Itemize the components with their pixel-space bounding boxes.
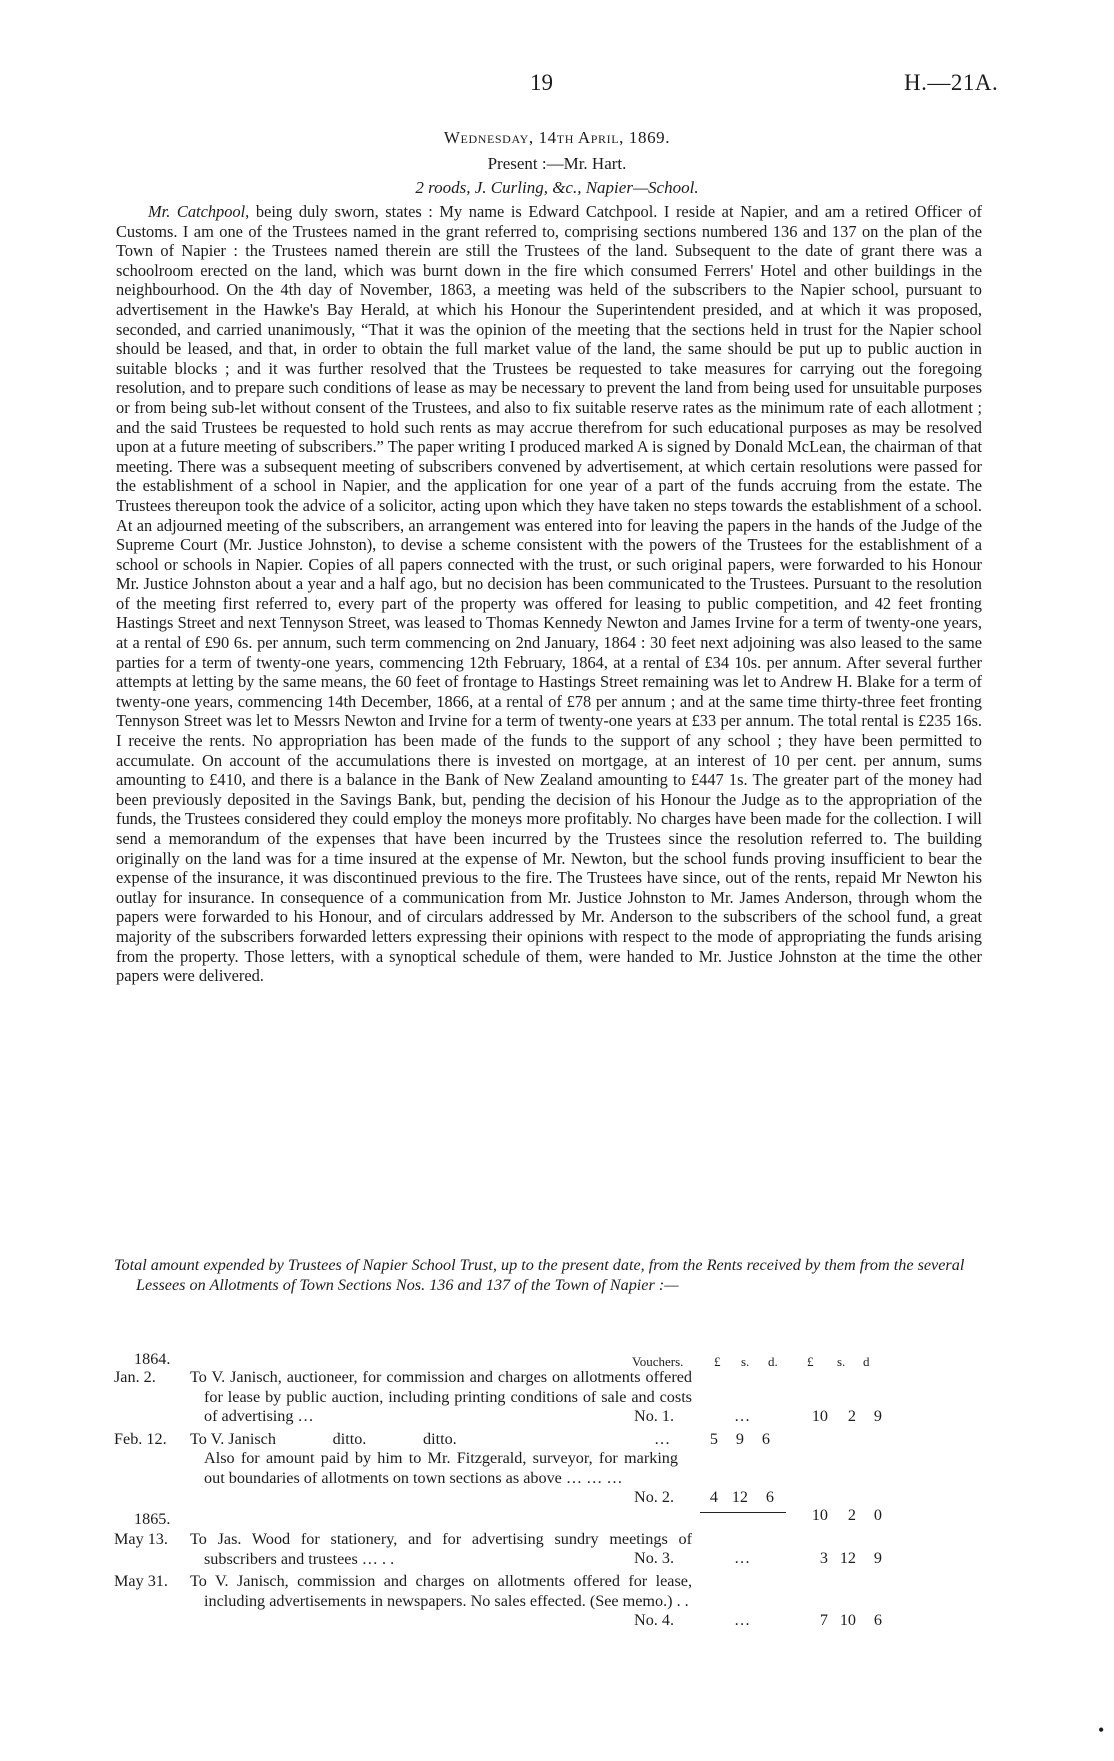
entry-date: May 13. bbox=[114, 1530, 168, 1548]
hearing-date: Wednesday, 14th April, 1869. bbox=[443, 128, 671, 147]
pounds-heading-2: £ bbox=[807, 1354, 814, 1369]
present-line: Present :—Mr. Hart. bbox=[487, 154, 627, 173]
pounds-heading-1: £ bbox=[714, 1354, 721, 1369]
sub-shillings: 9 bbox=[735, 1430, 744, 1448]
sub-pence: 6 bbox=[761, 1430, 770, 1448]
entry-date: Feb. 12. bbox=[114, 1430, 167, 1448]
total-pounds: 10 bbox=[811, 1506, 828, 1524]
year-1864: 1864. bbox=[134, 1350, 171, 1368]
case-title: 2 roods, J. Curling, &c., Napier—School. bbox=[415, 178, 699, 197]
witness-name: Mr. Catchpool, bbox=[148, 202, 250, 221]
ledger-entry bbox=[114, 1572, 984, 1632]
evidence-paragraph bbox=[116, 202, 982, 986]
total-pence: 0 bbox=[873, 1506, 882, 1524]
sub-pounds: 5 bbox=[709, 1430, 718, 1448]
total-shillings: 2 bbox=[847, 1506, 856, 1524]
total-pence: 6 bbox=[873, 1611, 882, 1629]
vouchers-heading: Vouchers. bbox=[632, 1354, 684, 1369]
voucher-number: No. 1. bbox=[634, 1407, 675, 1425]
ellipsis-mark: … bbox=[734, 1549, 751, 1567]
ledger-column-headings bbox=[114, 1350, 984, 1370]
entry-description: To V. Janisch, commission and charges on allotments offered for lease, including advertisements in newspapers. No sales effected. (See memo.) . . bbox=[190, 1572, 692, 1610]
entry-description-part1: To V. Janisch ditto. ditto. bbox=[190, 1430, 457, 1448]
document-reference: H.—21A. bbox=[904, 70, 999, 95]
sub-pence: 6 bbox=[765, 1488, 774, 1506]
pence-heading-2: d bbox=[863, 1354, 870, 1369]
ellipsis-mark: … bbox=[734, 1407, 751, 1425]
total-pence: 9 bbox=[873, 1407, 882, 1425]
shillings-heading-2: s. bbox=[837, 1354, 846, 1369]
total-pounds: 10 bbox=[811, 1407, 828, 1425]
margin-dot-mark: • bbox=[1098, 1720, 1105, 1740]
entry-date: Jan. 2. bbox=[114, 1368, 156, 1386]
evidence-text: being duly sworn, states : My name is Edward Catchpool. I reside at Napier, and am a retired Officer of Customs. I am one of the Trustees named in the grant referred to, comprising sections numbered 136 and 137 on the plan of the Town of Napier : the Trustees named therein are still the Trustees of the land. Subsequent to the date of grant there was a schoolroom erected on the land, which was burnt down in the fire which consumed Ferrers' Hotel and other buildings in the neighbourhood. On the 4th day of November, 1863, a meeting was held of the subscribers to the Napier school, pursuant to advertisement in the Hawke's Bay Herald, at which his Honour the Superintendent presided, and at which it was proposed, seconded, and carried unanimously, “That it was the opinion of the meeting that the sections held in trust for the Napier school should be leased, and that, in order to obtain the full market value of the land, the same should be put up to public auction in suitable blocks ; and it was further resolved that the Trustees be requested to take measures for carrying out the foregoing resolution, and to prepare such conditions of lease as may be necessary to prevent the land from being used for unsuitable purposes or from being sub-let without consent of the Trustees, and also to fix suitable reserve rates as the minimum rate of each allotment ; and the said Trustees be requested to hold such rents as may accrue therefrom for such educational purposes as may be resolved upon at a future meeting of subscribers.” The paper writing I produced marked A is signed by Donald McLean, the chairman of that meeting. There was a subsequent meeting of subscribers convened by advertisement, at which certain resolutions were passed for the establishment of a school in Napier, and the application for one year of a part of the funds accruing from the estate. The Trustees thereupon took the advice of a solicitor, acting upon which they have taken no steps towards the establishment of a school. At an adjourned meeting of the subscribers, an arrangement was entered into for leaving the papers in the hands of the Judge of the Supreme Court (Mr. Justice Johnston), to devise a scheme consistent with the powers of the Trustees for the establishment of a school or schools in Napier. Copies of all papers connected with the trust, or such original papers, were forwarded to his Honour Mr. Justice Johnston about a year and a half ago, but no decision has been communicated to the Trustees. Pursuant to the resolution of the meeting first referred to, every part of the property was offered for leasing to public competition, and 42 feet fronting Hastings Street and next Tennyson Street, was leased to Thomas Kennedy Newton and James Irvine for a term of twenty-one years, at a rental of £90 6s. per annum, such term commencing on 2nd January, 1864 : 30 feet next adjoining was also leased to the same parties for a term of twenty-one years, commencing 12th February, 1864, at a rental of £34 10s. per annum. After several further attempts at letting by the same means, the 60 feet of frontage to Hastings Street remaining was let to Andrew H. Blake for a term of twenty-one years, commencing 14th December, 1866, at a rental of £78 per annum ; and at the same time thirty-three feet fronting Tennyson Street was let to Messrs Newton and Irvine for a term of twenty-one years at £33 per annum. The total rental is £235 16s. I receive the rents. No appropriation has been made of the funds to the support of any school ; they have been permitted to accumulate. On account of the accumulations there is invested on mortgage, at an interest of 10 per cent. per annum, sums amounting to £410, and there is a balance in the Bank of New Zealand amounting to £447 1s. The greater part of the money had been previously deposited in the Savings Bank, but, pending the decision of his Honour the Judge as to the appropriation of the funds, the Trustees considered they could employ the moneys more profitably. No charges have been made for the collection. I will send a memorandum of the expenses that have been incurred by the Trustees since the resolution referred to. The building originally on the land was for a time insured at the expense of Mr. Newton, but the school funds proving insufficient to bear the expense of the insurance, it was discontinued previous to the fire. The Trustees have since, out of the rents, repaid Mr Newton his outlay for insurance. In consequence of a communication from Mr. Justice Johnston to Mr. James Anderson, through whom the papers were forwarded to his Honour, and of circulars addressed by Mr. Anderson to the subscribers of the school fund, a great majority of the subscribers forwarded letters expressing their opinions with respect to the mode of appropriating the funds arising from the property. Those letters, with a synoptical schedule of them, were handed to Mr. Justice Johnston at the time the other papers were delivered. bbox=[116, 202, 982, 986]
accounts-heading: Total amount expended by Trustees of Napier School Trust, up to the present date, from the Rents received by them from the several Lessees on Allotments of Town Sections Nos. 136 and 137 of the Town of Napier :— bbox=[114, 1256, 965, 1294]
page-header bbox=[0, 70, 1114, 100]
voucher-number: No. 3. bbox=[634, 1549, 675, 1567]
entry-date: May 31. bbox=[114, 1572, 168, 1590]
total-pence: 9 bbox=[873, 1549, 882, 1567]
total-shillings: 12 bbox=[839, 1549, 856, 1567]
total-pounds: 3 bbox=[819, 1549, 828, 1567]
entry-description: To Jas. Wood for stationery, and for advertising sundry meetings of subscribers and trustees … . . bbox=[190, 1530, 692, 1568]
total-pounds: 7 bbox=[819, 1611, 828, 1629]
total-shillings: 2 bbox=[847, 1407, 856, 1425]
sub-pounds: 4 bbox=[709, 1488, 718, 1506]
total-shillings: 10 bbox=[839, 1611, 856, 1629]
pence-heading-1: d. bbox=[768, 1354, 778, 1369]
ellipsis-mark: … bbox=[654, 1430, 671, 1448]
year-1865: 1865. bbox=[134, 1510, 171, 1528]
voucher-number: No. 4. bbox=[634, 1611, 675, 1629]
page-number: 19 bbox=[530, 70, 553, 95]
ellipsis-mark: … bbox=[734, 1611, 751, 1629]
voucher-number: No. 2. bbox=[634, 1488, 675, 1506]
ledger-entry bbox=[114, 1368, 984, 1432]
shillings-heading-1: s. bbox=[741, 1354, 750, 1369]
subtotal-rule bbox=[700, 1512, 786, 1513]
entry-description-part2: Also for amount paid by him to Mr. Fitzgerald, surveyor, for marking out boundaries of allotments on town sections as above … … … bbox=[204, 1449, 678, 1487]
ledger-entry bbox=[114, 1530, 984, 1570]
entry-description: To V. Janisch, auctioneer, for commission and charges on allotments offered for lease by public auction, including printing conditions of sale and costs of advertising … bbox=[190, 1368, 692, 1425]
sub-shillings: 12 bbox=[731, 1488, 748, 1506]
